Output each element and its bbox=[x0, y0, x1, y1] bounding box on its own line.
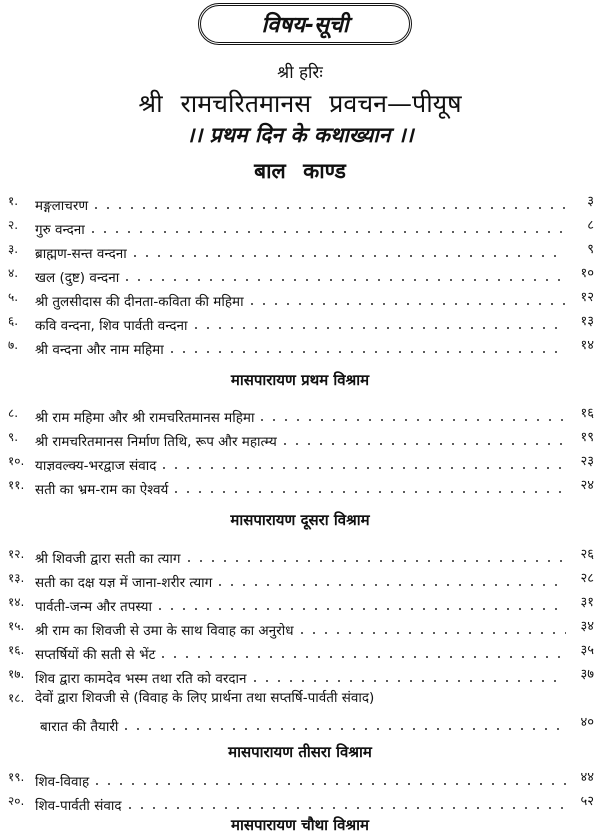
dot-leader bbox=[124, 800, 566, 810]
item-page: १४ bbox=[580, 338, 594, 353]
item-title: शिव द्वारा कामदेव भस्म तथा रति को वरदान bbox=[35, 671, 247, 687]
dot-leader bbox=[214, 577, 566, 587]
item-page: ४४ bbox=[580, 770, 594, 785]
item-page: ३ bbox=[587, 194, 594, 209]
item-page: १० bbox=[580, 266, 594, 281]
item-number: १०. bbox=[8, 454, 25, 468]
item-page: ४० bbox=[580, 715, 594, 730]
item-page: १३ bbox=[580, 314, 594, 329]
dot-leader bbox=[279, 436, 566, 446]
item-number: १४. bbox=[8, 595, 25, 609]
item-title: सती का भ्रम-राम का ऐश्वर्य bbox=[35, 482, 169, 498]
dot-leader bbox=[121, 272, 566, 282]
item-page: २४ bbox=[580, 478, 594, 493]
item-number: २. bbox=[8, 218, 19, 232]
item-number: ३. bbox=[8, 242, 19, 256]
item-number: ५. bbox=[8, 290, 19, 304]
item-page: २८ bbox=[580, 571, 594, 586]
dot-leader bbox=[170, 484, 566, 494]
item-number: ४. bbox=[8, 266, 19, 280]
item-number: ६. bbox=[8, 314, 19, 328]
dot-leader bbox=[256, 412, 566, 422]
section-heading: मासपारायण दूसरा विश्राम bbox=[230, 511, 370, 529]
toc-item[interactable] bbox=[0, 402, 600, 425]
dot-leader bbox=[91, 776, 566, 786]
dot-leader bbox=[90, 200, 566, 210]
item-page: ३४ bbox=[580, 619, 594, 634]
item-title: याज्ञवल्क्य-भरद्वाज संवाद bbox=[35, 458, 157, 474]
toc-item[interactable] bbox=[0, 543, 600, 566]
toc-item[interactable] bbox=[0, 663, 600, 686]
toc-item[interactable] bbox=[0, 334, 600, 357]
toc-item-continuation[interactable] bbox=[0, 711, 600, 734]
item-title-continuation: बारात की तैयारी bbox=[40, 719, 119, 735]
dot-leader bbox=[190, 320, 566, 330]
toc-item[interactable] bbox=[0, 766, 600, 789]
toc-item[interactable] bbox=[0, 286, 600, 309]
dot-leader bbox=[296, 625, 567, 635]
item-title: श्री रामचरितमानस निर्माण तिथि, रूप और महात्म्य bbox=[35, 434, 277, 450]
toc-item[interactable] bbox=[0, 310, 600, 333]
item-number: १३. bbox=[8, 571, 25, 585]
item-title: देवों द्वारा शिवजी से (विवाह के लिए प्रार्थना तथा सप्तर्षि-पार्वती संवाद) bbox=[35, 690, 375, 706]
item-title: श्री राम का शिवजी से उमा के साथ विवाह का अनुरोध bbox=[35, 623, 294, 639]
dot-leader bbox=[120, 721, 566, 731]
item-page: १६ bbox=[580, 406, 594, 421]
toc-item-multiline[interactable] bbox=[0, 687, 600, 710]
item-title: श्री वन्दना और नाम महिमा bbox=[35, 342, 164, 358]
item-page: ८ bbox=[587, 218, 594, 233]
toc-item[interactable] bbox=[0, 639, 600, 662]
item-title: सती का दक्ष यज्ञ में जाना-शरीर त्याग bbox=[35, 575, 213, 591]
kand-title: बाल काण्ड bbox=[254, 159, 346, 183]
item-page: १२ bbox=[580, 290, 594, 305]
item-page: ३७ bbox=[580, 667, 594, 682]
invocation: श्री हरिः bbox=[277, 63, 323, 83]
item-number: ८. bbox=[8, 406, 19, 420]
dot-leader bbox=[129, 248, 566, 258]
item-title: पार्वती-जन्म और तपस्या bbox=[35, 599, 152, 615]
item-page: ३५ bbox=[580, 643, 594, 658]
item-title: खल (दुष्ट) वन्दना bbox=[35, 270, 120, 286]
toc-item[interactable] bbox=[0, 262, 600, 285]
item-page: ५२ bbox=[580, 794, 594, 809]
dot-leader bbox=[154, 601, 566, 611]
toc-item[interactable] bbox=[0, 190, 600, 213]
section-heading: मासपारायण प्रथम विश्राम bbox=[230, 371, 370, 389]
item-title: श्री शिवजी द्वारा सती का त्याग bbox=[35, 551, 181, 567]
dot-leader bbox=[158, 460, 566, 470]
section-heading: मासपारायण तीसरा विश्राम bbox=[228, 743, 372, 761]
toc-item[interactable] bbox=[0, 238, 600, 261]
toc-item[interactable] bbox=[0, 790, 600, 813]
dot-leader bbox=[157, 649, 566, 659]
item-number: ९. bbox=[8, 430, 19, 444]
contents-title: विषय-सूची bbox=[261, 13, 349, 38]
dot-leader bbox=[246, 296, 566, 306]
dot-leader bbox=[87, 224, 566, 234]
item-number: १५. bbox=[8, 619, 25, 633]
item-title: ब्राह्मण-सन्त वन्दना bbox=[35, 246, 127, 262]
item-page: ९ bbox=[587, 242, 594, 257]
item-number: १९. bbox=[8, 770, 25, 784]
item-number: २०. bbox=[8, 794, 25, 808]
toc-item[interactable] bbox=[0, 615, 600, 638]
item-title: कवि वन्दना, शिव पार्वती वन्दना bbox=[35, 318, 188, 334]
item-title: मङ्गलाचरण bbox=[35, 198, 89, 214]
item-title: श्री तुलसीदास की दीनता-कविता की महिमा bbox=[35, 294, 244, 310]
toc-item[interactable] bbox=[0, 567, 600, 590]
item-title: सप्तर्षियों की सती से भेंट bbox=[35, 647, 156, 663]
toc-item[interactable] bbox=[0, 591, 600, 614]
item-number: १७. bbox=[8, 667, 25, 681]
item-page: २६ bbox=[580, 547, 594, 562]
dot-leader bbox=[166, 344, 566, 354]
toc-item[interactable] bbox=[0, 450, 600, 473]
item-page: ३१ bbox=[580, 595, 594, 610]
toc-item[interactable] bbox=[0, 474, 600, 497]
toc-item[interactable] bbox=[0, 426, 600, 449]
item-title: श्री राम महिमा और श्री रामचरितमानस महिमा bbox=[35, 410, 255, 426]
item-title: शिव-विवाह bbox=[35, 774, 90, 790]
book-title: श्री रामचरितमानस प्रवचन—पीयूष bbox=[138, 89, 462, 118]
contents-title-pill bbox=[198, 3, 412, 45]
item-number: १८. bbox=[8, 691, 25, 705]
item-number: १. bbox=[8, 194, 19, 208]
section-heading: मासपारायण चौथा विश्राम bbox=[231, 816, 369, 834]
toc-item[interactable] bbox=[0, 214, 600, 237]
item-page: १९ bbox=[580, 430, 594, 445]
dot-leader bbox=[249, 673, 566, 683]
item-title: गुरु वन्दना bbox=[35, 222, 85, 238]
item-number: ११. bbox=[8, 478, 25, 492]
day-title: ।। प्रथम दिन के कथाख्यान ।। bbox=[186, 123, 414, 147]
item-number: १६. bbox=[8, 643, 25, 657]
item-number: १२. bbox=[8, 547, 25, 561]
dot-leader bbox=[183, 553, 566, 563]
item-number: ७. bbox=[8, 338, 19, 352]
item-page: २३ bbox=[580, 454, 594, 469]
item-title: शिव-पार्वती संवाद bbox=[35, 798, 122, 814]
